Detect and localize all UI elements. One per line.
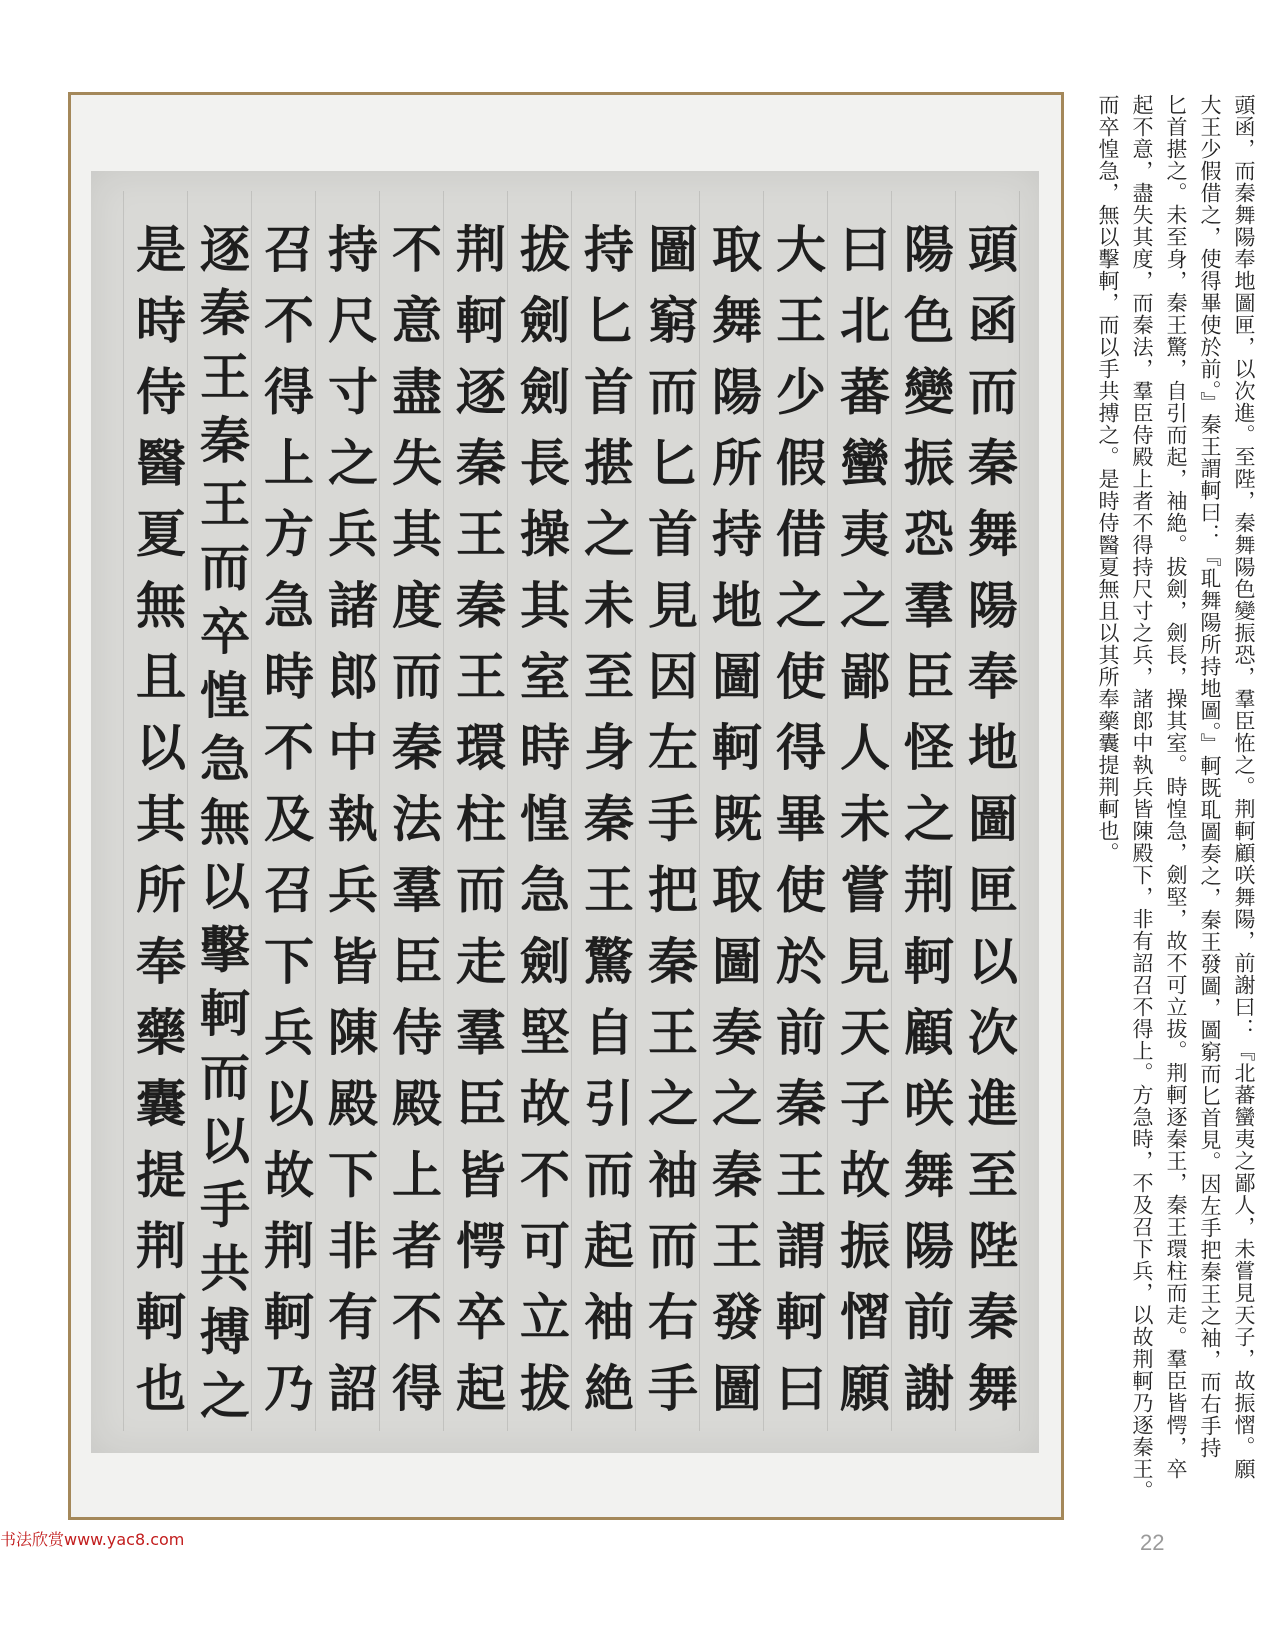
annotation-column: 大王少假借之，使得畢使於前。』秦王謂軻曰：『耴舞陽所持地圖。』軻既耴圖奏之，秦王發圖，圖窮而匕首見。因左手把秦王之袖，而右手持: [1198, 94, 1222, 1459]
page-number: 22: [1140, 1530, 1165, 1555]
manuscript-column: 曰北蕃蠻夷之鄙人未嘗見天子故振慴願: [832, 223, 891, 1433]
manuscript-column: 拔劍劍長操其室時惶急劍堅故不可立拔: [512, 223, 571, 1433]
site-watermark-label: 书法欣赏www.yac8.com: [0, 1530, 185, 1549]
calligraphy-frame: [68, 92, 1064, 1520]
manuscript-column: 逐秦王秦王而卒惶急無以擊軻而以手共搏之: [192, 223, 251, 1433]
annotation-column: 匕首揕之。未至身，秦王驚，自引而起，袖絶。拔劍，劍長，操其室。時惶急，劍堅，故不可立拔。荆軻逐秦王，秦王環柱而走。羣臣皆愕，卒: [1164, 94, 1188, 1480]
annotation-column: 頭函，而秦舞陽奉地圖匣，以次進。至陛，秦舞陽色變振恐，羣臣恠之。荆軻顧咲舞陽，前謝曰：『北蕃蠻夷之鄙人，未嘗見天子，故振慴。願: [1232, 94, 1256, 1480]
manuscript-column: 持尺寸之兵諸郎中執兵皆陳殿下非有詔: [320, 223, 379, 1433]
manuscript-column: 大王少假借之使得畢使於前秦王謂軻曰: [768, 223, 827, 1433]
manuscript-column: 圖窮而匕首見因左手把秦王之袖而右手: [640, 223, 699, 1433]
calligraphy-manuscript-image: [91, 171, 1039, 1453]
manuscript-column: 荆軻逐秦王秦王環柱而走羣臣皆愕卒起: [448, 223, 507, 1433]
manuscript-column: 陽色變振恐羣臣怪之荆軻顧咲舞陽前謝: [896, 223, 955, 1433]
manuscript-column: 持匕首揕之未至身秦王驚自引而起袖絶: [576, 223, 635, 1433]
annotation-column: 起不意，盡失其度，而秦法，羣臣侍殿上者不得持尺寸之兵，諸郎中執兵皆陳殿下，非有詔召不得上。方急時，不及召下兵，以故荆軻乃逐秦王。: [1130, 94, 1154, 1502]
annotation-column: 而卒惶急，無以擊軻，而以手共搏之。是時侍醫夏無且以其所奉藥囊提荆軻也。: [1096, 94, 1120, 864]
manuscript-column: 頭函而秦舞陽奉地圖匣以次進至陛秦舞: [960, 223, 1019, 1433]
manuscript-column: 取舞陽所持地圖軻既取圖奏之秦王發圖: [704, 223, 763, 1433]
annotation-text: [1078, 94, 1262, 1524]
manuscript-column: 是時侍醫夏無且以其所奉藥囊提荆軻也: [128, 223, 187, 1433]
manuscript-column: 召不得上方急時不及召下兵以故荆軻乃: [256, 223, 315, 1433]
manuscript-column: 不意盡失其度而秦法羣臣侍殿上者不得: [384, 223, 443, 1433]
grid-line: [123, 191, 124, 1431]
